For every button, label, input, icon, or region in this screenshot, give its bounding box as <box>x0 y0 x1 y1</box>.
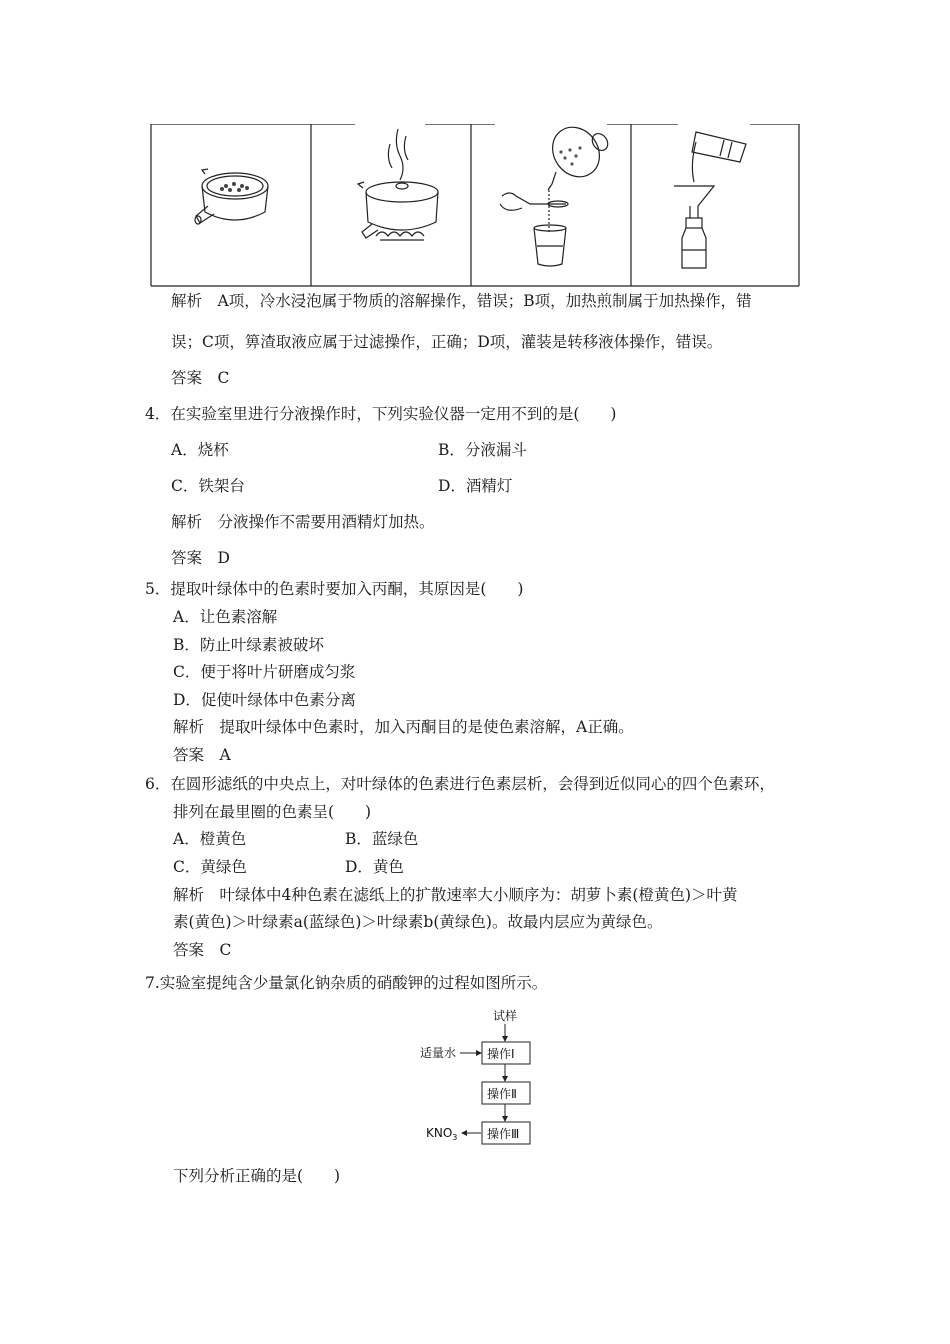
flow-product-subscript: 3 <box>452 1133 458 1142</box>
q5-option-d: D．促使叶绿体中色素分离 <box>173 691 356 709</box>
q5-analysis-label: 解析 <box>173 718 205 736</box>
bottling-icon <box>674 132 746 268</box>
q6-option-c: C．黄绿色 <box>173 858 247 876</box>
q6-analysis-text1: 叶绿体中4种色素在滤纸上的扩散速率大小顺序为：胡萝卜素(橙黄色)＞叶黄 <box>219 886 738 904</box>
q5-option-c: C．便于将叶片研磨成匀浆 <box>173 663 356 681</box>
q5-answer-value: A <box>219 746 231 764</box>
q4-answer-label: 答案 <box>171 549 203 567</box>
q6-option-b: B．蓝绿色 <box>345 830 419 848</box>
q3-answer-label: 答案 <box>171 369 203 387</box>
q5-answer <box>173 745 231 765</box>
heating-pot-icon <box>358 129 438 240</box>
flow-product-text: KNO <box>426 1126 453 1140</box>
q3-analysis-line1 <box>171 291 752 311</box>
q4-answer-value: D <box>217 549 230 567</box>
q4-stem: 4．在实验室里进行分液操作时，下列实验仪器一定用不到的是( ) <box>145 405 617 423</box>
q5-stem: 5．提取叶绿体中的色素时要加入丙酮，其原因是( ) <box>145 580 524 598</box>
q6-answer-label: 答案 <box>173 941 205 959</box>
q4-analysis <box>171 512 435 532</box>
q6-stem-line1: 6．在圆形滤纸的中央点上，对叶绿体的色素进行色素层析，会得到近似同心的四个色素环， <box>145 775 775 793</box>
q4-option-c: C．铁架台 <box>171 477 245 495</box>
flow-water-label: 适量水 <box>420 1046 457 1060</box>
flow-op3-label: 操作Ⅲ <box>487 1127 520 1141</box>
purification-flowchart <box>412 1008 542 1150</box>
flow-op2-label: 操作Ⅱ <box>487 1087 517 1101</box>
q5-option-a: A．让色素溶解 <box>173 608 278 626</box>
q3-answer <box>171 368 229 388</box>
q3-analysis-label: 解析 <box>171 292 203 310</box>
q6-answer <box>173 940 231 960</box>
q6-option-d: D．黄色 <box>345 858 404 876</box>
flowchart-svg <box>412 1008 542 1150</box>
q5-analysis-text: 提取叶绿体中色素时，加入丙酮目的是使色素溶解，A正确。 <box>219 718 634 736</box>
q4-option-a: A．烧杯 <box>171 441 229 459</box>
q3-answer-value: C <box>217 369 230 387</box>
q4-analysis-label: 解析 <box>171 513 203 531</box>
q4-answer <box>171 548 230 568</box>
q5-analysis <box>173 717 634 737</box>
q6-analysis-label: 解析 <box>173 886 205 904</box>
q3-analysis-line2: 误；C项，箅渣取液应属于过滤操作，正确；D项，灌装是转移液体操作，错误。 <box>171 333 723 351</box>
figure-frame <box>150 124 800 287</box>
process-figure-row <box>150 124 800 287</box>
flow-product-label <box>426 1126 457 1142</box>
q7-question: 下列分析正确的是( ) <box>173 1167 341 1185</box>
filtering-icon <box>500 124 611 266</box>
q5-option-b: B．防止叶绿素被破坏 <box>173 636 324 654</box>
q6-analysis-line2: 素(黄色)＞叶绿素a(蓝绿色)＞叶绿素b(黄绿色)。故最内层应为黄绿色。 <box>173 913 663 931</box>
q6-analysis-line1 <box>173 885 738 905</box>
q6-option-a: A．橙黄色 <box>173 830 247 848</box>
flow-op1-label: 操作Ⅰ <box>487 1047 515 1061</box>
q4-option-d: D．酒精灯 <box>438 477 513 495</box>
q4-option-b: B．分液漏斗 <box>438 441 527 459</box>
soaking-pot-icon <box>195 169 268 224</box>
q6-stem-line2: 排列在最里圈的色素呈( ) <box>173 803 372 821</box>
q3-analysis-text1: A项，冷水浸泡属于物质的溶解操作，错误；B项，加热煎制属于加热操作，错 <box>217 292 752 310</box>
q6-answer-value: C <box>219 941 232 959</box>
q7-stem: 7.实验室提纯含少量氯化钠杂质的硝酸钾的过程如图所示。 <box>145 974 548 992</box>
q5-answer-label: 答案 <box>173 746 205 764</box>
q4-analysis-text: 分液操作不需要用酒精灯加热。 <box>217 513 435 531</box>
flow-sample-label: 试样 <box>493 1009 518 1023</box>
